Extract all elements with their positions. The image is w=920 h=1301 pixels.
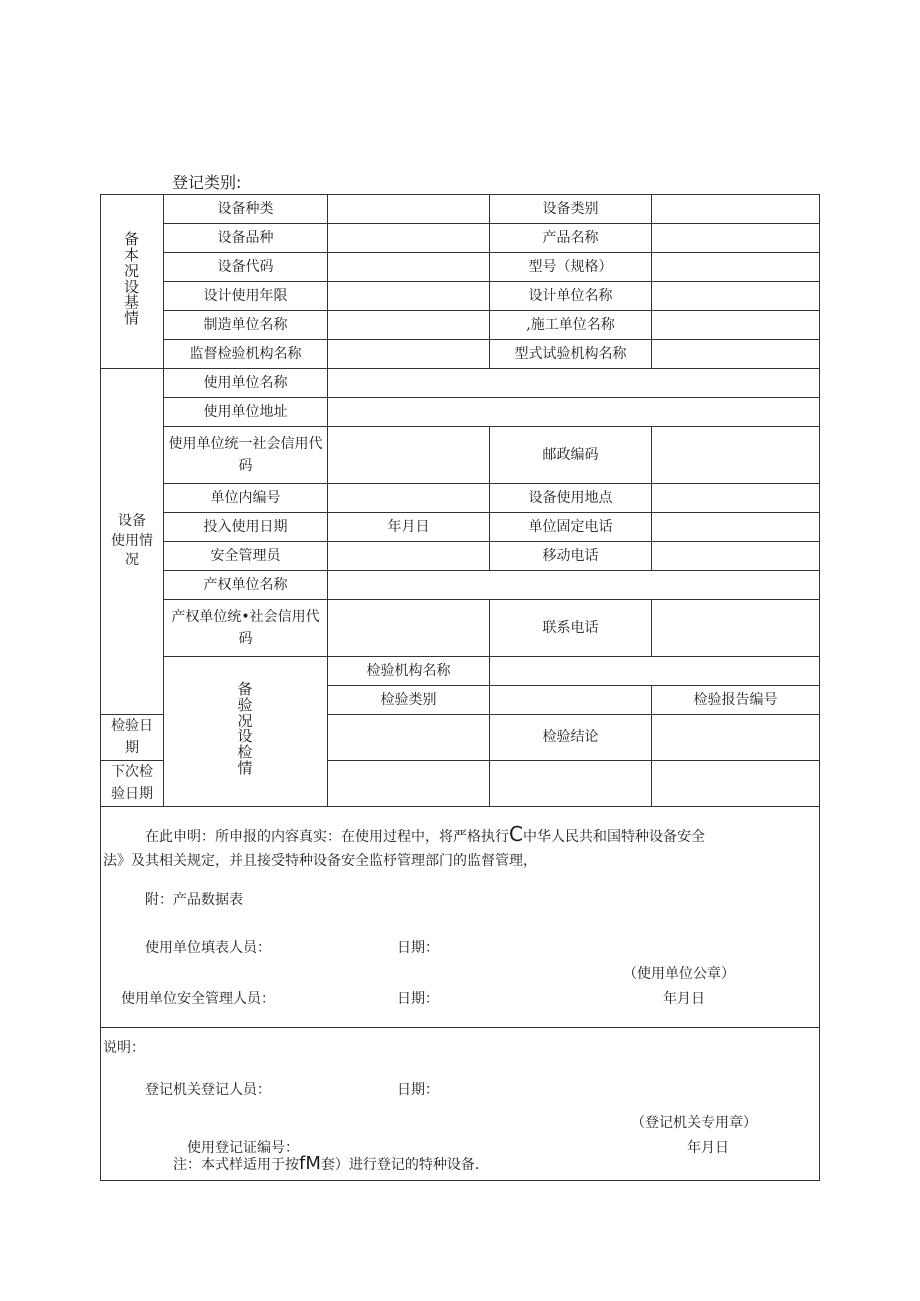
registration-form-table: [100, 194, 820, 1181]
basic-info-section-label: 备本况设基情: [101, 195, 164, 369]
label-type-test-agency: 型式试验机构名称: [490, 340, 652, 369]
label-inspection-agency: 检验机构名称: [328, 657, 490, 686]
value-type-test-agency[interactable]: [652, 340, 820, 369]
value-conclusion[interactable]: [652, 715, 820, 761]
label-report-no: 检验报告编号: [652, 686, 820, 715]
value-fixed-phone[interactable]: [652, 513, 820, 542]
value-credit-code[interactable]: [328, 427, 490, 484]
label-equipment-kind: 设备种类: [164, 195, 328, 224]
value-use-location[interactable]: [652, 484, 820, 513]
attachment-note: 附：产品数据表: [145, 891, 243, 908]
label-construction-unit: ,施工单位名称: [490, 311, 652, 340]
value-mobile[interactable]: [652, 542, 820, 571]
value-manufacturer[interactable]: [328, 311, 490, 340]
cert-no-label: 使用登记证编号：: [187, 1139, 299, 1156]
next-inspection-spacer-2: [652, 760, 820, 806]
value-equipment-kind[interactable]: [328, 195, 490, 224]
safety-date-label: 日期：: [397, 990, 439, 1007]
safety-person-label: 使用单位安全管理人员：: [121, 990, 275, 1007]
value-design-unit[interactable]: [652, 282, 820, 311]
label-fixed-phone: 单位固定电话: [490, 513, 652, 542]
label-equipment-code: 设备代码: [164, 253, 328, 282]
footer-note: 注：本式样适用于按fM套）进行登记的特种设备.: [173, 1153, 480, 1174]
label-owner-name: 产权单位名称: [164, 571, 328, 600]
label-next-inspection-date: 下次检验日期: [101, 760, 164, 806]
value-inspection-agency[interactable]: [490, 657, 820, 686]
label-credit-code: 使用单位统一社会信用代码: [164, 427, 328, 484]
value-postcode[interactable]: [652, 427, 820, 484]
inspection-section-label: 备验况设检情: [164, 657, 328, 807]
label-user-address: 使用单位地址: [164, 398, 328, 427]
label-inspection-date: 检验日期: [101, 715, 164, 761]
value-user-address[interactable]: [328, 398, 820, 427]
value-inspection-type[interactable]: [490, 686, 652, 715]
value-model[interactable]: [652, 253, 820, 282]
declaration-ymd: 年月日: [663, 990, 705, 1007]
label-user-name: 使用单位名称: [164, 369, 328, 398]
registration-category-heading: 登记类别:: [172, 173, 242, 192]
label-design-unit: 设计单位名称: [490, 282, 652, 311]
label-internal-no: 单位内编号: [164, 484, 328, 513]
label-contact-phone: 联系电话: [490, 600, 652, 657]
declaration-block: [101, 806, 820, 1027]
value-supervision-agency[interactable]: [328, 340, 490, 369]
label-manufacturer: 制造单位名称: [164, 311, 328, 340]
registrar-label: 登记机关登记人员：: [145, 1081, 271, 1098]
note-title: 说明：: [103, 1039, 145, 1056]
value-equipment-variety[interactable]: [328, 224, 490, 253]
label-postcode: 邮政编码: [490, 427, 652, 484]
value-equipment-code[interactable]: [328, 253, 490, 282]
label-mobile: 移动电话: [490, 542, 652, 571]
label-design-life: 设计使用年限: [164, 282, 328, 311]
value-safety-manager[interactable]: [328, 542, 490, 571]
value-owner-name[interactable]: [328, 571, 820, 600]
declaration-line-1: 在此申明：所申报的内容真实：在使用过程中，将严格执行C中华人民共和国特种设备安全: [145, 821, 705, 846]
label-inspection-type: 检验类别: [328, 686, 490, 715]
value-user-name[interactable]: [328, 369, 820, 398]
label-owner-credit: 产权单位统•社会信用代码: [164, 600, 328, 657]
value-inspection-date[interactable]: [328, 715, 490, 761]
label-start-date: 投入使用日期: [164, 513, 328, 542]
authority-seal-label: （登记机关专用章）: [631, 1114, 757, 1131]
value-product-name[interactable]: [652, 224, 820, 253]
value-start-date[interactable]: 年月日: [328, 513, 490, 542]
value-internal-no[interactable]: [328, 484, 490, 513]
value-equipment-category[interactable]: [652, 195, 820, 224]
value-construction-unit[interactable]: [652, 311, 820, 340]
filler-label: 使用单位填表人员：: [145, 939, 271, 956]
label-model: 型号（规格）: [490, 253, 652, 282]
usage-section-label: 设备 使用情况: [101, 369, 164, 715]
label-supervision-agency: 监督检验机构名称: [164, 340, 328, 369]
label-product-name: 产品名称: [490, 224, 652, 253]
value-owner-credit[interactable]: [328, 600, 490, 657]
next-inspection-spacer: [490, 760, 652, 806]
declaration-line-2: 法》及其相关规定，并且接受特种设备安全监杼管理部门的监督管理，: [103, 852, 537, 869]
note-ymd: 年月日: [687, 1139, 729, 1156]
registrar-date-label: 日期：: [397, 1081, 439, 1098]
label-equipment-variety: 设备品种: [164, 224, 328, 253]
label-equipment-category: 设备类别: [490, 195, 652, 224]
user-seal-label: （使用单位公章）: [623, 965, 735, 982]
label-safety-manager: 安全管理员: [164, 542, 328, 571]
label-use-location: 设备使用地点: [490, 484, 652, 513]
filler-date-label: 日期：: [397, 939, 439, 956]
value-next-inspection-date[interactable]: [328, 760, 490, 806]
value-contact-phone[interactable]: [652, 600, 820, 657]
label-conclusion: 检验结论: [490, 715, 652, 761]
value-design-life[interactable]: [328, 282, 490, 311]
